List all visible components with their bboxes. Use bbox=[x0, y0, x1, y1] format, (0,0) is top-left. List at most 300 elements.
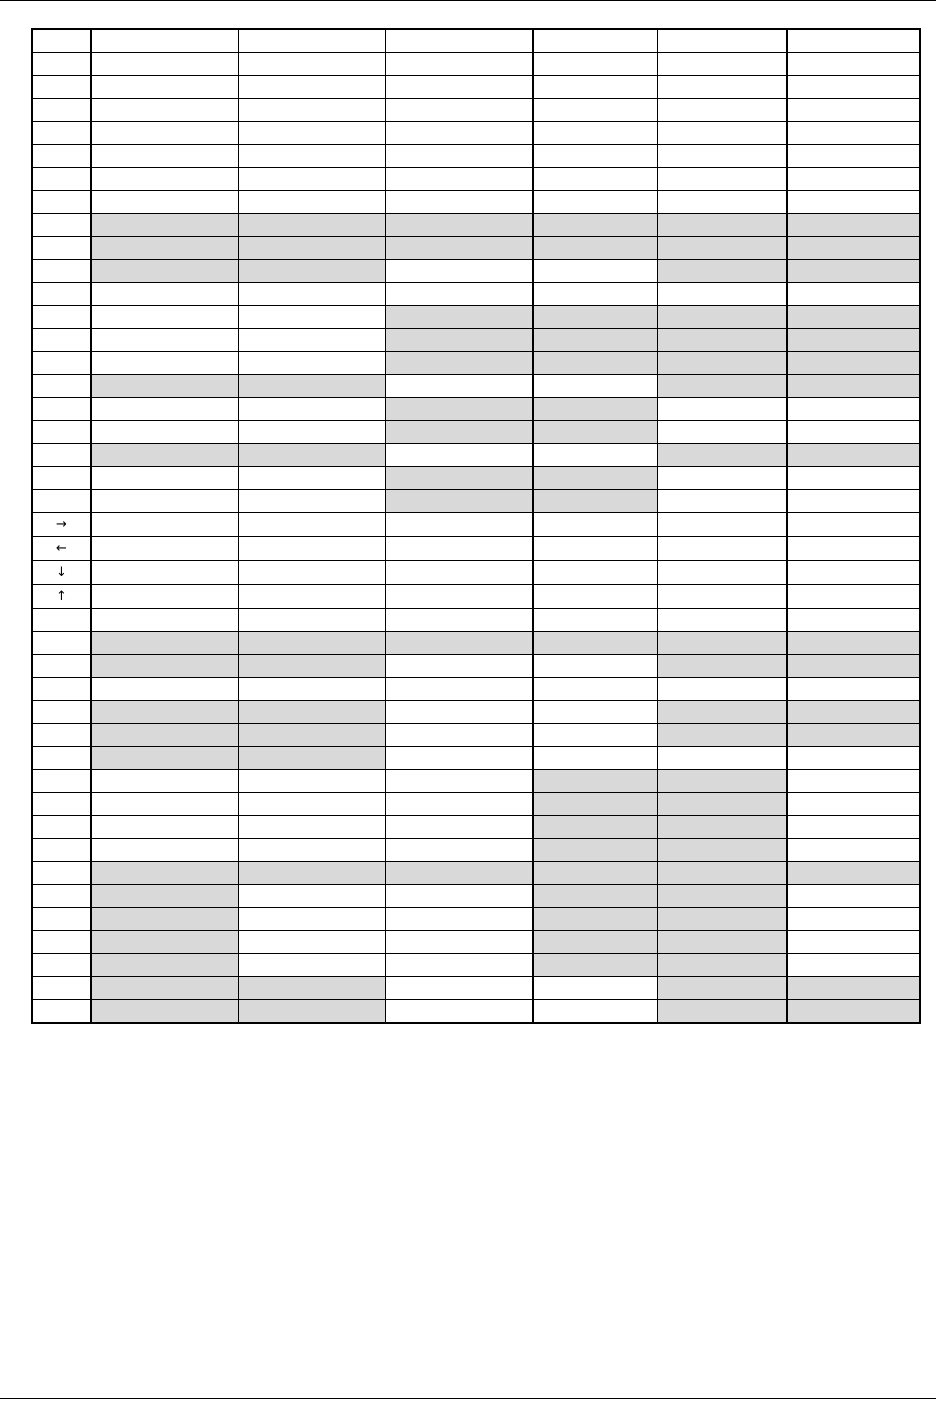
row-label-cell bbox=[32, 931, 91, 954]
table-row bbox=[32, 329, 920, 352]
table-cell bbox=[91, 609, 238, 632]
table-cell bbox=[787, 99, 920, 122]
shaded-cell bbox=[657, 260, 787, 283]
shaded-cell bbox=[91, 237, 238, 260]
table-cell bbox=[657, 537, 787, 561]
shaded-cell bbox=[385, 329, 533, 352]
table-cell bbox=[91, 76, 238, 99]
shaded-cell bbox=[238, 632, 385, 655]
table-cell bbox=[533, 122, 657, 145]
shaded-cell bbox=[91, 375, 238, 398]
row-label-cell bbox=[32, 444, 91, 467]
table-cell bbox=[238, 329, 385, 352]
shaded-cell bbox=[657, 444, 787, 467]
row-label-cell bbox=[32, 747, 91, 770]
row-label-cell bbox=[32, 421, 91, 444]
table-row bbox=[32, 214, 920, 237]
shaded-cell bbox=[91, 260, 238, 283]
shaded-cell bbox=[238, 237, 385, 260]
table-row bbox=[32, 793, 920, 816]
table-cell bbox=[533, 585, 657, 609]
table-cell bbox=[533, 977, 657, 1000]
row-label-cell bbox=[32, 678, 91, 701]
table-cell bbox=[787, 537, 920, 561]
table-row bbox=[32, 862, 920, 885]
shaded-cell bbox=[385, 398, 533, 421]
table-cell bbox=[385, 908, 533, 931]
table-cell bbox=[238, 398, 385, 421]
shaded-cell bbox=[657, 1000, 787, 1024]
table-cell bbox=[657, 490, 787, 513]
shaded-cell bbox=[787, 375, 920, 398]
shaded-cell bbox=[238, 701, 385, 724]
shaded-cell bbox=[533, 398, 657, 421]
row-label-cell bbox=[32, 632, 91, 655]
shaded-cell bbox=[657, 375, 787, 398]
shaded-cell bbox=[787, 306, 920, 329]
table-cell bbox=[657, 145, 787, 168]
shaded-cell bbox=[657, 816, 787, 839]
shaded-cell bbox=[91, 954, 238, 977]
data-table bbox=[31, 28, 921, 1024]
table-cell bbox=[787, 747, 920, 770]
table-cell bbox=[787, 561, 920, 585]
table-cell bbox=[91, 816, 238, 839]
table-row bbox=[32, 99, 920, 122]
table-cell bbox=[533, 513, 657, 537]
table-cell bbox=[787, 678, 920, 701]
table-cell bbox=[533, 655, 657, 678]
shaded-cell bbox=[533, 839, 657, 862]
table-row bbox=[32, 747, 920, 770]
table-cell bbox=[657, 191, 787, 214]
shaded-cell bbox=[238, 375, 385, 398]
table-body bbox=[32, 29, 920, 1023]
shaded-cell bbox=[385, 306, 533, 329]
row-label-cell bbox=[32, 398, 91, 421]
table-cell bbox=[787, 609, 920, 632]
shaded-cell bbox=[657, 306, 787, 329]
row-label-cell bbox=[32, 467, 91, 490]
table-cell bbox=[385, 145, 533, 168]
table-cell bbox=[91, 513, 238, 537]
table-cell bbox=[385, 839, 533, 862]
table-cell bbox=[787, 585, 920, 609]
table-cell bbox=[787, 398, 920, 421]
row-label-cell bbox=[32, 977, 91, 1000]
table-cell bbox=[385, 513, 533, 537]
row-label-cell bbox=[32, 122, 91, 145]
shaded-cell bbox=[238, 655, 385, 678]
table-cell bbox=[657, 585, 787, 609]
table-cell bbox=[385, 885, 533, 908]
row-label-cell bbox=[32, 76, 91, 99]
table-cell bbox=[787, 467, 920, 490]
table-cell bbox=[385, 260, 533, 283]
table-cell bbox=[238, 168, 385, 191]
shaded-cell bbox=[787, 724, 920, 747]
table-cell bbox=[385, 701, 533, 724]
shaded-cell bbox=[91, 701, 238, 724]
table-cell bbox=[657, 467, 787, 490]
row-label-cell bbox=[32, 99, 91, 122]
table-cell bbox=[238, 29, 385, 53]
table-row bbox=[32, 954, 920, 977]
shaded-cell bbox=[385, 862, 533, 885]
table-cell bbox=[385, 609, 533, 632]
row-label-cell bbox=[32, 816, 91, 839]
table-cell bbox=[787, 908, 920, 931]
row-label-cell bbox=[32, 29, 91, 53]
table-cell bbox=[238, 839, 385, 862]
bottom-rule bbox=[0, 1398, 936, 1399]
table-cell bbox=[91, 839, 238, 862]
row-label-cell bbox=[32, 701, 91, 724]
shaded-cell bbox=[91, 862, 238, 885]
table-cell bbox=[385, 678, 533, 701]
table-cell bbox=[91, 398, 238, 421]
table-cell bbox=[238, 145, 385, 168]
shaded-cell bbox=[657, 770, 787, 793]
shaded-cell bbox=[657, 352, 787, 375]
shaded-cell bbox=[91, 724, 238, 747]
shaded-cell bbox=[657, 931, 787, 954]
shaded-cell bbox=[787, 352, 920, 375]
table-cell bbox=[533, 444, 657, 467]
table-cell bbox=[91, 421, 238, 444]
table-cell bbox=[385, 977, 533, 1000]
table-cell bbox=[533, 1000, 657, 1024]
shaded-cell bbox=[657, 885, 787, 908]
table-row bbox=[32, 467, 920, 490]
shaded-cell bbox=[533, 770, 657, 793]
table-cell bbox=[657, 99, 787, 122]
table-cell bbox=[385, 724, 533, 747]
table-cell bbox=[787, 793, 920, 816]
table-row bbox=[32, 561, 920, 585]
shaded-cell bbox=[238, 862, 385, 885]
table-row bbox=[32, 655, 920, 678]
table-cell bbox=[533, 701, 657, 724]
shaded-cell bbox=[385, 467, 533, 490]
table-row bbox=[32, 122, 920, 145]
table-cell bbox=[238, 76, 385, 99]
table-cell bbox=[238, 191, 385, 214]
table-cell bbox=[657, 53, 787, 76]
table-row bbox=[32, 885, 920, 908]
row-label-cell bbox=[32, 53, 91, 76]
shaded-cell bbox=[91, 908, 238, 931]
table-cell bbox=[238, 306, 385, 329]
table-row bbox=[32, 678, 920, 701]
table-row bbox=[32, 609, 920, 632]
shaded-cell bbox=[533, 862, 657, 885]
table-row bbox=[32, 816, 920, 839]
shaded-cell bbox=[238, 724, 385, 747]
shaded-cell bbox=[385, 632, 533, 655]
arrow-down-icon: ↓ bbox=[56, 565, 67, 580]
table-cell bbox=[657, 561, 787, 585]
table-cell bbox=[91, 352, 238, 375]
table-row bbox=[32, 513, 920, 537]
shaded-cell bbox=[385, 214, 533, 237]
table-cell bbox=[385, 931, 533, 954]
shaded-cell bbox=[91, 632, 238, 655]
table-row bbox=[32, 1000, 920, 1024]
shaded-cell bbox=[533, 306, 657, 329]
table-row bbox=[32, 237, 920, 260]
shaded-cell bbox=[385, 237, 533, 260]
shaded-cell bbox=[238, 444, 385, 467]
shaded-cell bbox=[533, 490, 657, 513]
table-cell bbox=[787, 29, 920, 53]
table-cell bbox=[533, 76, 657, 99]
row-label-cell bbox=[32, 168, 91, 191]
shaded-cell bbox=[657, 793, 787, 816]
shaded-cell bbox=[238, 1000, 385, 1024]
table-cell bbox=[533, 561, 657, 585]
shaded-cell bbox=[657, 839, 787, 862]
table-row bbox=[32, 632, 920, 655]
table-cell bbox=[91, 329, 238, 352]
table-cell bbox=[533, 747, 657, 770]
row-label-cell bbox=[32, 283, 91, 306]
table-cell bbox=[385, 770, 533, 793]
table-row bbox=[32, 839, 920, 862]
table-row bbox=[32, 283, 920, 306]
table-cell bbox=[91, 306, 238, 329]
row-label-cell bbox=[32, 237, 91, 260]
shaded-cell bbox=[657, 329, 787, 352]
table-cell bbox=[533, 29, 657, 53]
table-cell bbox=[533, 168, 657, 191]
table-cell bbox=[787, 816, 920, 839]
table-cell bbox=[385, 191, 533, 214]
table-cell bbox=[385, 747, 533, 770]
table-row bbox=[32, 76, 920, 99]
shaded-cell bbox=[533, 467, 657, 490]
table-row bbox=[32, 306, 920, 329]
row-label-cell bbox=[32, 561, 91, 585]
table-cell bbox=[91, 53, 238, 76]
table-row bbox=[32, 398, 920, 421]
table-cell bbox=[385, 53, 533, 76]
table-cell bbox=[533, 53, 657, 76]
shaded-cell bbox=[657, 724, 787, 747]
shaded-cell bbox=[787, 862, 920, 885]
table-cell bbox=[238, 283, 385, 306]
table-cell bbox=[238, 585, 385, 609]
table-cell bbox=[91, 99, 238, 122]
row-label-cell bbox=[32, 513, 91, 537]
table-cell bbox=[385, 76, 533, 99]
table-row bbox=[32, 931, 920, 954]
row-label-cell bbox=[32, 329, 91, 352]
table-row bbox=[32, 29, 920, 53]
table-cell bbox=[533, 145, 657, 168]
table-row bbox=[32, 191, 920, 214]
table-cell bbox=[787, 122, 920, 145]
shaded-cell bbox=[533, 214, 657, 237]
table-cell bbox=[657, 747, 787, 770]
top-rule bbox=[0, 0, 936, 1]
row-label-cell bbox=[32, 770, 91, 793]
arrow-left-icon: ← bbox=[56, 541, 67, 556]
shaded-cell bbox=[533, 329, 657, 352]
table-cell bbox=[91, 770, 238, 793]
table-row bbox=[32, 490, 920, 513]
table-cell bbox=[787, 421, 920, 444]
table-cell bbox=[238, 885, 385, 908]
table-cell bbox=[787, 839, 920, 862]
table-row bbox=[32, 444, 920, 467]
table-cell bbox=[787, 76, 920, 99]
table-row bbox=[32, 260, 920, 283]
row-label-cell bbox=[32, 862, 91, 885]
table-cell bbox=[657, 398, 787, 421]
table-cell bbox=[787, 931, 920, 954]
shaded-cell bbox=[787, 214, 920, 237]
table-cell bbox=[385, 1000, 533, 1024]
shaded-cell bbox=[533, 931, 657, 954]
shaded-cell bbox=[238, 977, 385, 1000]
table-cell bbox=[787, 283, 920, 306]
table-cell bbox=[787, 490, 920, 513]
table-cell bbox=[657, 283, 787, 306]
table-cell bbox=[91, 191, 238, 214]
table-cell bbox=[91, 585, 238, 609]
table-cell bbox=[533, 724, 657, 747]
row-label-cell bbox=[32, 352, 91, 375]
table-cell bbox=[238, 537, 385, 561]
shaded-cell bbox=[533, 954, 657, 977]
table-cell bbox=[238, 490, 385, 513]
table-row bbox=[32, 168, 920, 191]
shaded-cell bbox=[657, 862, 787, 885]
shaded-cell bbox=[657, 908, 787, 931]
table-cell bbox=[657, 513, 787, 537]
table-cell bbox=[238, 561, 385, 585]
shaded-cell bbox=[91, 747, 238, 770]
table-row bbox=[32, 585, 920, 609]
shaded-cell bbox=[91, 214, 238, 237]
shaded-cell bbox=[657, 655, 787, 678]
shaded-cell bbox=[533, 421, 657, 444]
table-row bbox=[32, 701, 920, 724]
table-cell bbox=[385, 585, 533, 609]
shaded-cell bbox=[91, 931, 238, 954]
table-cell bbox=[238, 99, 385, 122]
table-cell bbox=[787, 168, 920, 191]
shaded-cell bbox=[385, 421, 533, 444]
table-cell bbox=[533, 678, 657, 701]
table-cell bbox=[238, 122, 385, 145]
shaded-cell bbox=[238, 214, 385, 237]
shaded-cell bbox=[657, 214, 787, 237]
table-cell bbox=[385, 954, 533, 977]
table-cell bbox=[533, 191, 657, 214]
table-row bbox=[32, 53, 920, 76]
table-cell bbox=[238, 421, 385, 444]
row-label-cell bbox=[32, 191, 91, 214]
table-cell bbox=[91, 537, 238, 561]
shaded-cell bbox=[91, 655, 238, 678]
table-row bbox=[32, 421, 920, 444]
table-cell bbox=[657, 29, 787, 53]
row-label-cell bbox=[32, 655, 91, 678]
row-label-cell bbox=[32, 490, 91, 513]
shaded-cell bbox=[533, 793, 657, 816]
table-cell bbox=[533, 375, 657, 398]
table-cell bbox=[657, 122, 787, 145]
table-cell bbox=[238, 352, 385, 375]
table-cell bbox=[238, 931, 385, 954]
arrow-right-icon: → bbox=[56, 517, 67, 532]
table-cell bbox=[385, 655, 533, 678]
row-label-cell bbox=[32, 306, 91, 329]
table-cell bbox=[533, 99, 657, 122]
shaded-cell bbox=[238, 747, 385, 770]
shaded-cell bbox=[657, 237, 787, 260]
row-label-cell bbox=[32, 954, 91, 977]
table-cell bbox=[385, 375, 533, 398]
table-cell bbox=[657, 76, 787, 99]
shaded-cell bbox=[787, 1000, 920, 1024]
shaded-cell bbox=[787, 260, 920, 283]
shaded-cell bbox=[91, 977, 238, 1000]
table-row bbox=[32, 537, 920, 561]
row-label-cell bbox=[32, 609, 91, 632]
table-cell bbox=[385, 444, 533, 467]
table-cell bbox=[238, 467, 385, 490]
row-label-cell bbox=[32, 145, 91, 168]
table-row bbox=[32, 375, 920, 398]
table-cell bbox=[385, 561, 533, 585]
table-row bbox=[32, 724, 920, 747]
table-cell bbox=[787, 53, 920, 76]
shaded-cell bbox=[657, 701, 787, 724]
table-row bbox=[32, 145, 920, 168]
table-cell bbox=[385, 537, 533, 561]
table-cell bbox=[385, 168, 533, 191]
table-cell bbox=[787, 191, 920, 214]
shaded-cell bbox=[385, 490, 533, 513]
table-cell bbox=[657, 168, 787, 191]
shaded-cell bbox=[657, 954, 787, 977]
table-cell bbox=[238, 609, 385, 632]
table-cell bbox=[238, 954, 385, 977]
table-cell bbox=[385, 283, 533, 306]
shaded-cell bbox=[787, 237, 920, 260]
table-cell bbox=[238, 770, 385, 793]
shaded-cell bbox=[238, 260, 385, 283]
table-cell bbox=[385, 99, 533, 122]
table-cell bbox=[91, 122, 238, 145]
row-label-cell bbox=[32, 908, 91, 931]
shaded-cell bbox=[385, 352, 533, 375]
shaded-cell bbox=[787, 632, 920, 655]
table-cell bbox=[238, 908, 385, 931]
row-label-cell bbox=[32, 1000, 91, 1024]
table-cell bbox=[238, 53, 385, 76]
arrow-up-icon: ↑ bbox=[56, 589, 67, 604]
shaded-cell bbox=[533, 632, 657, 655]
row-label-cell bbox=[32, 793, 91, 816]
row-label-cell bbox=[32, 585, 91, 609]
shaded-cell bbox=[657, 977, 787, 1000]
row-label-cell bbox=[32, 260, 91, 283]
row-label-cell bbox=[32, 537, 91, 561]
